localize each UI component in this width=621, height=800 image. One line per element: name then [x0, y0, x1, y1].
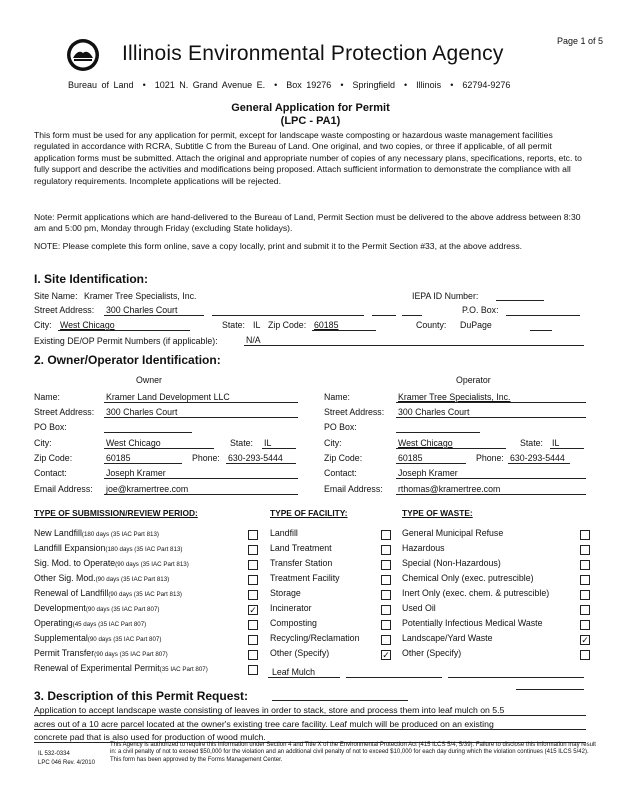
intro-paragraph: This form must be used for any application for permit, except for landscape waste composting or hazardous waste management facilities regulated in accordance with RCRA, Subtitle C from the Bureau of Land. One original, and two copies, or three if applicable, of all permit application forms must be submitted. Attach the original and appropriate number of copies of any necessary plans, specifications, reports, etc. to fully support and describe the activities and modifications being proposed. Attach sufficient information to demonstrate the compliance with all regulatory requirements. Incomplete applications will be rejected.	[34, 130, 582, 186]
owner-email-underline	[104, 494, 298, 495]
operator-street-value[interactable]: 300 Charles Court	[398, 407, 470, 417]
existing-permit-value[interactable]: N/A	[246, 335, 261, 345]
owner-city-label: City:	[34, 438, 52, 448]
site-street-label: Street Address:	[34, 305, 95, 315]
submission-review-period: (90 days (35 IAC Part 807)	[94, 651, 168, 658]
address-box: Box 19276	[286, 80, 332, 90]
submission-permit-transfer	[34, 648, 168, 658]
waste-label: Hazardous	[402, 543, 445, 553]
waste-landscape-yard-waste	[402, 633, 492, 643]
operator-zip-underline	[396, 463, 466, 464]
submission-checkbox-other-sig-mod[interactable]	[248, 575, 258, 585]
waste-label: General Municipal Refuse	[402, 528, 504, 538]
owner-contact-value[interactable]: Joseph Kramer	[106, 468, 166, 478]
description-line-1[interactable]: Application to accept landscape waste consisting of leaves in order to stack, store and process them into leaf mulch on 5.5	[34, 705, 505, 715]
submission-checkbox-new-landfill[interactable]	[248, 530, 258, 540]
facility-label: Land Treatment	[270, 543, 332, 553]
waste-used-oil	[402, 603, 436, 613]
facility-other-line-2	[346, 677, 442, 678]
facility-label: Recycling/Reclamation	[270, 633, 360, 643]
iepa-id-field[interactable]	[496, 300, 544, 301]
facility-checkbox-recycling-reclamation[interactable]	[381, 635, 391, 645]
operator-zip-label: Zip Code:	[324, 453, 363, 463]
agency-address: Bureau of Land • 1021 N. Grand Avenue E. • Box 19276 • Springfield • Illinois • 62794-9276	[68, 80, 511, 90]
site-zip-value[interactable]: 60185	[314, 320, 339, 330]
owner-street-underline	[104, 417, 298, 418]
form-revision: LPC 046 Rev. 4/2010	[38, 760, 95, 766]
operator-name-value[interactable]: Kramer Tree Specialists, Inc.	[398, 392, 511, 402]
submission-type-head: TYPE OF SUBMISSION/REVIEW PERIOD:	[34, 508, 198, 518]
submission-checkbox-landfill-expansion[interactable]	[248, 545, 258, 555]
facility-label: Storage	[270, 588, 301, 598]
facility-checkbox-transfer-station[interactable]	[381, 560, 391, 570]
owner-email-value[interactable]: joe@kramertree.com	[106, 484, 189, 494]
owner-state-value[interactable]: IL	[264, 438, 272, 448]
facility-label: Treatment Facility	[270, 573, 340, 583]
operator-contact-underline	[396, 478, 586, 479]
facility-checkbox-other-specify[interactable]: ✓	[382, 650, 390, 660]
waste-checkbox-potentially-infectious-medical-waste[interactable]	[580, 620, 590, 630]
site-street-underline	[104, 315, 204, 316]
waste-checkbox-hazardous[interactable]	[580, 545, 590, 555]
submission-label: Supplemental	[34, 633, 88, 643]
operator-phone-underline	[508, 463, 570, 464]
facility-other-underline	[268, 677, 340, 678]
waste-potentially-infectious-medical-waste	[402, 618, 543, 628]
submission-checkbox-supplemental[interactable]	[248, 635, 258, 645]
submission-checkbox-permit-transfer[interactable]	[248, 650, 258, 660]
site-street-value[interactable]: 300 Charles Court	[106, 305, 178, 315]
owner-phone-underline	[226, 463, 296, 464]
submission-review-period: (180 days (35 IAC Part 813)	[105, 546, 183, 553]
owner-zip-value[interactable]: 60185	[106, 453, 131, 463]
section-site-identification: I. Site Identification:	[34, 272, 149, 286]
waste-label: Used Oil	[402, 603, 436, 613]
description-underline-1	[34, 715, 586, 716]
address-street: 1021 N. Grand Avenue E.	[154, 80, 266, 90]
operator-name-label: Name:	[324, 392, 350, 402]
form-title: General Application for Permit	[231, 102, 390, 114]
facility-treatment-facility	[270, 573, 340, 583]
site-po-box-field[interactable]	[506, 315, 580, 316]
owner-street-value[interactable]: 300 Charles Court	[106, 407, 178, 417]
operator-name-underline	[396, 402, 586, 403]
operator-email-underline	[396, 494, 586, 495]
submission-label: Landfill Expansion	[34, 543, 106, 553]
site-city-value[interactable]: West Chicago	[60, 320, 115, 330]
facility-other-specify	[270, 648, 329, 658]
waste-label: Chemical Only (exec. putrescible)	[402, 573, 534, 583]
submission-label: Sig. Mod. to Operate	[34, 558, 116, 568]
operator-street-label: Street Address:	[324, 407, 385, 417]
submission-review-period: (180 days (35 IAC Part 813)	[81, 531, 159, 538]
site-city-label: City:	[34, 320, 52, 330]
owner-contact-underline	[104, 478, 298, 479]
owner-zip-underline	[104, 463, 182, 464]
facility-recycling-reclamation	[270, 633, 359, 643]
facility-composting	[270, 618, 317, 628]
waste-label: Inert Only (exec. chem. & putrescible)	[402, 588, 550, 598]
waste-checkbox-landscape-yard-waste[interactable]: ✓	[581, 635, 589, 645]
facility-landfill	[270, 528, 298, 538]
owner-name-value[interactable]: Kramer Land Development LLC	[106, 392, 230, 402]
facility-label: Other (Specify)	[270, 648, 330, 658]
address-bureau: Bureau of Land	[68, 80, 134, 90]
form-id: IL 532-0334	[38, 751, 70, 757]
description-heading-line-2	[516, 689, 584, 690]
facility-land-treatment	[270, 543, 332, 553]
submission-review-period: (90 days (35 IAC Part 813)	[95, 576, 170, 583]
facility-checkbox-land-treatment[interactable]	[381, 545, 391, 555]
submission-review-period: (90 days (35 IAC Part 807)	[87, 636, 162, 643]
site-city-underline	[58, 330, 190, 331]
submission-label: Renewal of Landfill	[34, 588, 109, 598]
agency-name: Illinois Environmental Protection Agency	[122, 42, 504, 65]
owner-city-value[interactable]: West Chicago	[106, 438, 161, 448]
owner-column-head: Owner	[136, 375, 162, 385]
site-street-extra-line-3	[402, 315, 422, 316]
facility-checkbox-storage[interactable]	[381, 590, 391, 600]
submission-review-period: (45 days (35 IAC Part 807)	[72, 621, 147, 628]
submission-checkbox-development[interactable]: ✓	[249, 605, 257, 615]
owner-street-label: Street Address:	[34, 407, 95, 417]
site-street-extra-line	[212, 315, 364, 316]
submission-checkbox-renewal-of-experimental-permit[interactable]	[248, 665, 258, 675]
owner-state-underline	[262, 448, 296, 449]
waste-checkbox-chemical-only-exec-putrescible[interactable]	[580, 575, 590, 585]
facility-label: Composting	[270, 618, 317, 628]
waste-checkbox-inert-only-exec-chem-putrescible[interactable]	[580, 590, 590, 600]
waste-checkbox-special-non-hazardous[interactable]	[580, 560, 590, 570]
waste-general-municipal-refuse	[402, 528, 503, 538]
waste-label: Landscape/Yard Waste	[402, 633, 493, 643]
delivery-note: Note: Permit applications which are hand-delivered to the Bureau of Land, Permit Section must be delivered to the above address between 8:30 am and 5:00 pm, Monday through Friday (excluding State holidays).	[34, 212, 581, 234]
submission-sig-mod-to-operate	[34, 558, 189, 568]
address-city: Springfield	[352, 80, 396, 90]
page-number: Page 1 of 5	[556, 36, 603, 46]
illinois-seal-icon	[66, 38, 100, 72]
waste-checkbox-other-specify[interactable]	[580, 650, 590, 660]
operator-city-underline	[396, 448, 506, 449]
submission-label: Operating	[34, 618, 73, 628]
site-county-label: County:	[416, 320, 447, 330]
owner-phone-label: Phone:	[192, 453, 220, 463]
existing-permit-underline	[244, 345, 584, 346]
owner-state-label: State:	[230, 438, 253, 448]
submission-review-period: (35 IAC Part 807)	[159, 666, 208, 673]
waste-inert-only-exec-chem-putrescible	[402, 588, 549, 598]
submission-development	[34, 603, 159, 613]
online-note: NOTE: Please complete this form online, save a copy locally, print and submit it to the Permit Section #33, at the above address.	[34, 241, 523, 251]
operator-po-box-label: PO Box:	[324, 422, 357, 432]
operator-state-underline	[550, 448, 584, 449]
owner-phone-value[interactable]: 630-293-5444	[228, 453, 283, 463]
submission-checkbox-renewal-of-landfill[interactable]	[248, 590, 258, 600]
submission-review-period: (90 days (35 IAC Part 807)	[85, 606, 160, 613]
waste-other-specify	[402, 648, 461, 658]
facility-checkbox-treatment-facility[interactable]	[381, 575, 391, 585]
owner-po-box-label: PO Box:	[34, 422, 67, 432]
submission-checkbox-operating[interactable]	[248, 620, 258, 630]
owner-contact-label: Contact:	[34, 468, 67, 478]
submission-operating	[34, 618, 146, 628]
iepa-id-label: IEPA ID Number:	[412, 291, 479, 301]
owner-po-box-field[interactable]	[104, 432, 192, 433]
owner-zip-label: Zip Code:	[34, 453, 73, 463]
submission-new-landfill	[34, 528, 159, 538]
operator-phone-label: Phone:	[476, 453, 504, 463]
facility-checkbox-landfill[interactable]	[381, 530, 391, 540]
submission-review-period: (90 days (35 IAC Part 813)	[115, 561, 189, 568]
operator-street-underline	[396, 417, 586, 418]
site-state-label: State:	[222, 320, 245, 330]
section-description: 3. Description of this Permit Request:	[34, 689, 249, 703]
owner-city-underline	[104, 448, 214, 449]
description-underline-2	[34, 729, 586, 730]
facility-label: Incinerator	[270, 603, 312, 613]
facility-checkbox-incinerator[interactable]	[381, 605, 391, 615]
waste-label: Other (Specify)	[402, 648, 462, 658]
waste-type-head: TYPE OF WASTE:	[402, 508, 473, 518]
submission-label: Other Sig. Mod.	[34, 573, 96, 583]
operator-city-value[interactable]: West Chicago	[398, 438, 453, 448]
site-po-box-label: P.O. Box:	[462, 305, 499, 315]
site-name-value[interactable]: Kramer Tree Specialists, Inc.	[84, 291, 197, 301]
submission-label: Renewal of Experimental Permit	[34, 663, 160, 673]
site-zip-label: Zip Code:	[268, 320, 307, 330]
operator-state-value[interactable]: IL	[552, 438, 560, 448]
submission-supplemental	[34, 633, 161, 643]
existing-permit-label: Existing DE/OP Permit Numbers (if applicable):	[34, 336, 218, 346]
facility-other-line-3	[448, 677, 584, 678]
facility-storage	[270, 588, 301, 598]
operator-zip-value[interactable]: 60185	[398, 453, 423, 463]
address-state: Illinois	[416, 80, 442, 90]
form-code: (LPC - PA1)	[280, 115, 341, 127]
submission-renewal-of-experimental-permit	[34, 663, 208, 673]
submission-review-period: (90 days (35 IAC Part 813)	[108, 591, 182, 598]
site-name-label: Site Name:	[34, 291, 78, 301]
site-county-extra-line	[530, 330, 552, 331]
operator-email-label: Email Address:	[324, 484, 383, 494]
owner-name-underline	[104, 402, 298, 403]
waste-hazardous	[402, 543, 445, 553]
operator-state-label: State:	[520, 438, 543, 448]
site-street-extra-line-2	[372, 315, 396, 316]
waste-label: Special (Non-Hazardous)	[402, 558, 501, 568]
site-state-value[interactable]: IL	[253, 320, 261, 330]
operator-contact-value[interactable]: Joseph Kramer	[398, 468, 458, 478]
submission-other-sig-mod	[34, 573, 169, 583]
legal-notice: This Agency is authorized to require this information under Section 4 and Title X of the Environmental Protection Act (415 ILCS 5/4, 5/39). Failure to disclose this information may result in: a civil penalty of not to exceed $50,000 for the violation and an additional civil penalty of not to exceed $10,000 for each day during which the violation continues (415 ILCS 5/42). This form has been approved by the Forms Management Center.	[110, 742, 596, 763]
description-heading-line	[272, 700, 408, 701]
waste-special-non-hazardous	[402, 558, 501, 568]
submission-checkbox-sig-mod-to-operate[interactable]	[248, 560, 258, 570]
facility-type-head: TYPE OF FACILITY:	[270, 508, 348, 518]
submission-landfill-expansion	[34, 543, 182, 553]
owner-email-label: Email Address:	[34, 484, 93, 494]
waste-checkbox-general-municipal-refuse[interactable]	[580, 530, 590, 540]
facility-transfer-station	[270, 558, 332, 568]
facility-label: Transfer Station	[270, 558, 333, 568]
description-line-2[interactable]: acres out of a 10 acre parcel located at the owner's existing tree care facility. Leaf mulch will be produced on an existing	[34, 719, 494, 729]
operator-po-box-field[interactable]	[396, 432, 480, 433]
address-zip: 62794-9276	[462, 80, 511, 90]
operator-phone-value[interactable]: 630-293-5444	[510, 453, 565, 463]
waste-label: Potentially Infectious Medical Waste	[402, 618, 543, 628]
facility-other-value[interactable]: Leaf Mulch	[272, 667, 316, 677]
operator-city-label: City:	[324, 438, 342, 448]
facility-checkbox-composting[interactable]	[381, 620, 391, 630]
waste-chemical-only-exec-putrescible	[402, 573, 534, 583]
operator-email-value[interactable]: rthomas@kramertree.com	[398, 484, 501, 494]
description-line-3[interactable]: concrete pad that is also used for production of wood mulch.	[34, 732, 266, 742]
section-owner-operator: 2. Owner/Operator Identification:	[34, 353, 221, 367]
submission-label: Permit Transfer	[34, 648, 95, 658]
submission-renewal-of-landfill	[34, 588, 182, 598]
operator-contact-label: Contact:	[324, 468, 357, 478]
facility-incinerator	[270, 603, 312, 613]
operator-column-head: Operator	[456, 375, 491, 385]
facility-label: Landfill	[270, 528, 298, 538]
site-county-value[interactable]: DuPage	[460, 320, 492, 330]
submission-label: New Landfill	[34, 528, 82, 538]
owner-name-label: Name:	[34, 392, 60, 402]
waste-checkbox-used-oil[interactable]	[580, 605, 590, 615]
site-zip-underline	[312, 330, 376, 331]
submission-label: Development	[34, 603, 86, 613]
